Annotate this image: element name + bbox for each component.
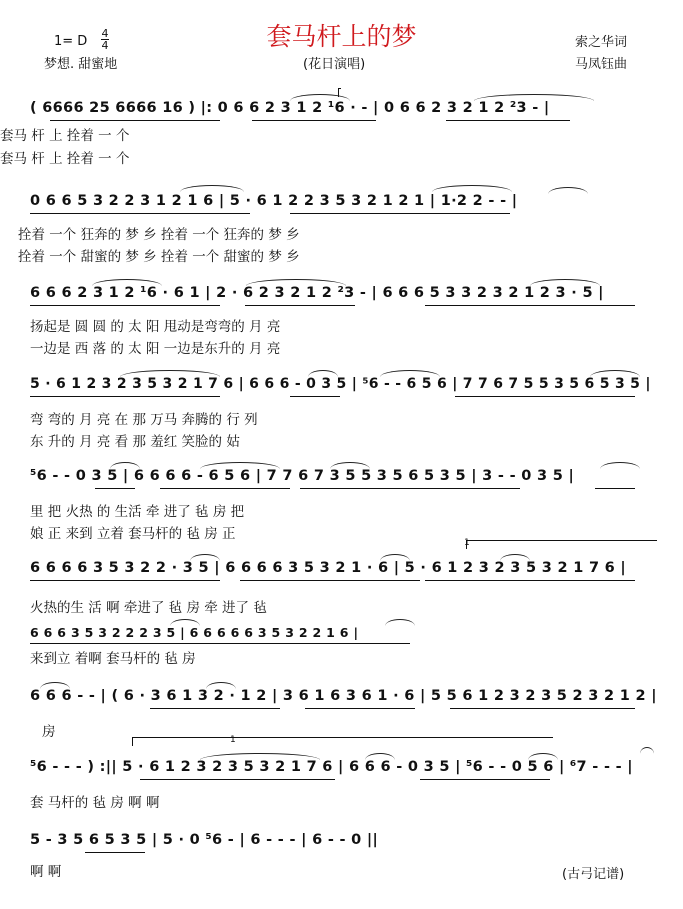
lyric-verse-1: 啊 啊 — [30, 864, 62, 880]
lyric-verse-1: 扬起是 圆 圆 的 太 阳 甩动是弯弯的 月 亮 — [30, 319, 281, 335]
key-signature: 1= D — [54, 34, 88, 49]
transcriber-credit: (古弓记谱) — [562, 867, 625, 882]
lyric-verse-1: 来到立 着啊 套马杆的 毡 房 — [30, 651, 196, 667]
song-title: 套马杆上的梦 — [266, 22, 417, 51]
album-label: 梦想. 甜蜜地 — [44, 57, 118, 72]
composer-label: 马凤钰曲 — [575, 57, 628, 72]
lyric-verse-2: 套马 杆 上 拴着 一 个 — [0, 151, 130, 167]
lyric-verse-2: 娘 正 来到 立着 套马杆的 毡 房 正 — [30, 526, 236, 542]
notation-line: ⁵6 - - - ) :|| 5 · 6 1 2 3 2 3 5 3 2 1 7 6 | 6 6 6 - 0 3 5 | ⁵6 - - 0 5 6 | ⁶7 - - - | — [30, 759, 633, 775]
lyric-verse-1: 里 把 火热 的 生活 牵 进了 毡 房 把 — [30, 504, 245, 520]
lyric-verse-1: 房 — [42, 724, 56, 740]
lyric-verse-1: 套 马杆的 毡 房 啊 啊 — [30, 795, 160, 811]
lyric-verse-1: 火热的生 活 啊 牵进了 毡 房 牵 进了 毡 — [30, 600, 267, 616]
time-signature-top: 4 — [101, 27, 109, 40]
performer-label: (花日演唱) — [303, 57, 366, 72]
notation-line: 6 6 6 6 3 5 3 2 2 · 3 5 | 6 6 6 6 3 5 3 2 1 · 6 | 5 · 6 1 2 3 2 3 5 3 2 1 7 6 | — [30, 560, 627, 576]
notation-line: 6 6 6 3 5 3 2 2 2 3 5 | 6 6 6 6 6 3 5 3 2 2 1 6 | — [30, 625, 359, 640]
lyric-verse-2: 拴着 一个 甜蜜的 梦 乡 拴着 一个 甜蜜的 梦 乡 — [18, 249, 300, 265]
notation-line: 6 6 6 - - | ( 6 · 3 6 1 3 2 · 1 2 | 3 6 1 6 3 6 1 · 6 | 5 5 6 1 2 3 2 3 5 2 3 2 1 2 | — [30, 688, 657, 704]
lyric-verse-1: 弯 弯的 月 亮 在 那 万马 奔腾的 行 列 — [30, 412, 258, 428]
lyric-verse-1: 套马 杆 上 拴着 一 个 — [0, 128, 130, 144]
lyricist-label: 索之华词 — [575, 35, 628, 50]
notation-line: 0 6 6 5 3 2 2 3 1 2 1 6 | 5 · 6 1 2 2 3 5 3 2 1 2 1 | 1·2 2 - - | — [30, 193, 518, 209]
notation-line: ⁵6 - - 0 3 5 | 6 6 6 6 - 6 5 6 | 7 7 6 7 3 5 5 3 5 6 5 3 5 | 3 - - 0 3 5 | — [30, 468, 575, 484]
notation-line: 5 · 6 1 2 3 2 3 5 3 2 1 7 6 | 6 6 6 - 0 3 5 | ⁵6 - - 6 5 6 | 7 7 6 7 5 5 3 5 6 5 3 5 | — [30, 376, 651, 392]
lyric-verse-2: 东 升的 月 亮 看 那 羞红 笑脸的 姑 — [30, 434, 240, 450]
notation-line: 6 6 6 2 3 1 2 ¹6 · 6 1 | 2 · 6 2 3 2 1 2 ²3 - | 6 6 6 5 3 3 2 3 2 1 2 3 · 5 | — [30, 285, 604, 301]
lyric-verse-2: 一边是 西 落 的 太 阳 一边是东升的 月 亮 — [30, 341, 281, 357]
time-signature — [100, 28, 110, 51]
notation-line: ( 6666 25 6666 16 ) |: 0 6 6 2 3 1 2 ¹6 · - | 0 6 6 2 3 2 1 2 ²3 - | — [30, 100, 550, 116]
lyric-verse-1: 拴着 一个 狂奔的 梦 乡 拴着 一个 狂奔的 梦 乡 — [18, 227, 300, 243]
time-signature-bottom: 4 — [101, 39, 109, 52]
notation-line: 5 - 3 5 6 5 3 5 | 5 · 0 ⁵6 - | 6 - - - | 6 - - 0 || — [30, 832, 379, 848]
